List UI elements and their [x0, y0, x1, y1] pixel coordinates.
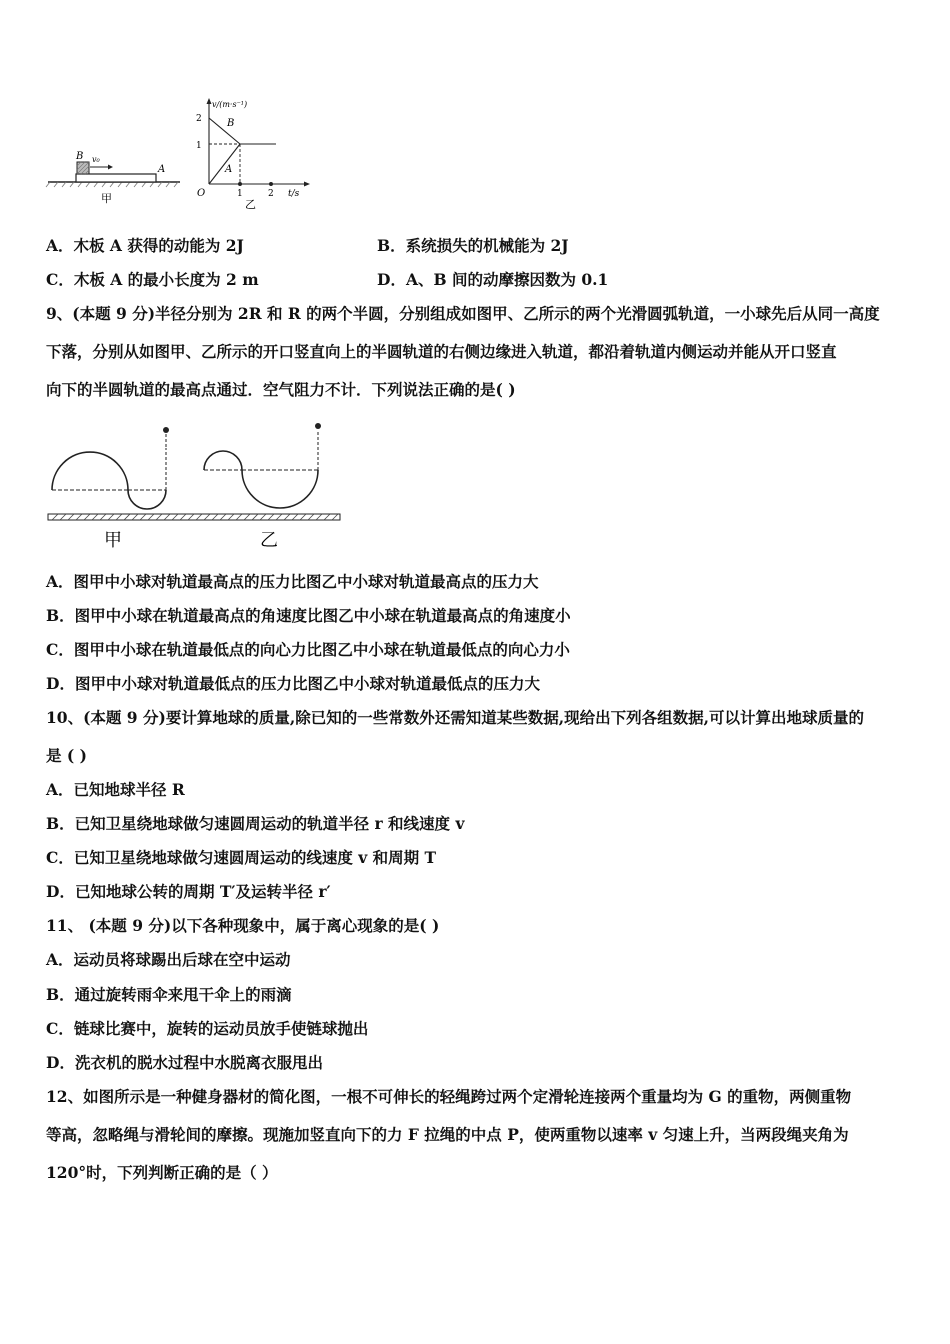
q12-stem-line2: 等高，忽略绳与滑轮间的摩擦。现施加竖直向下的力 F 拉绳的中点 P，使两重物以速率 v 匀速上升，当两段绳夹角为: [46, 1125, 849, 1144]
tick-x-1: 1: [237, 189, 243, 199]
block-b-label: B: [76, 151, 84, 162]
q11-option-c[interactable]: C．链球比赛中，旋转的运动员放手使链球抛出: [46, 1019, 369, 1038]
q9-option-a[interactable]: A．图甲中小球对轨道最高点的压力比图乙中小球对轨道最高点的压力大: [46, 572, 539, 591]
q12-stem-line1: 12、如图所示是一种健身器材的简化图，一根不可伸长的轻绳跨过两个定滑轮连接两个重量均为 G 的重物，两侧重物: [46, 1087, 852, 1106]
vt-graph: [196, 98, 310, 211]
x-axis-label: t/s: [288, 189, 300, 199]
q10-stem-line2: 是 ( ): [46, 746, 87, 765]
board-a-label: A: [158, 164, 166, 175]
q8-figure: [44, 96, 314, 214]
v0-label: v₀: [92, 155, 100, 164]
board-a: [76, 174, 156, 182]
q8-option-c[interactable]: C．木板 A 的最小长度为 2 m: [46, 270, 259, 289]
caption-jia: 甲: [101, 192, 112, 205]
track-yi: [204, 432, 318, 508]
q11-option-d[interactable]: D．洗衣机的脱水过程中水脱离衣服甩出: [46, 1053, 323, 1072]
origin-label: O: [197, 188, 206, 199]
q10-option-d[interactable]: D．已知地球公转的周期 T′及运转半径 r′: [46, 882, 331, 901]
line-b: [209, 118, 240, 144]
q9-option-d[interactable]: D．图甲中小球对轨道最低点的压力比图乙中小球对轨道最低点的压力大: [46, 674, 540, 693]
ball-jia: [163, 427, 169, 433]
q9-stem-line2: 下落，分别从如图甲、乙所示的开口竖直向上的半圆轨道的右侧边缘进入轨道，都沿着轨道内侧运动并能从开口竖直: [46, 342, 837, 361]
q9-figure: [44, 418, 344, 556]
q9-stem-line1: 9、(本题 9 分)半径分别为 2R 和 R 的两个半圆，分别组成如图甲、乙所示的两个光滑圆弧轨道，一小球先后从同一高度: [46, 304, 880, 323]
q10-option-a[interactable]: A．已知地球半径 R: [46, 780, 185, 799]
q9-option-c[interactable]: C．图甲中小球在轨道最低点的向心力比图乙中小球在轨道最低点的向心力小: [46, 640, 570, 659]
q9-caption-yi: 乙: [260, 530, 278, 551]
q10-option-c[interactable]: C．已知卫星绕地球做匀速圆周运动的线速度 v 和周期 T: [46, 848, 437, 867]
q9-caption-jia: 甲: [104, 530, 122, 551]
caption-yi: 乙: [245, 198, 256, 211]
y-axis-label: v/(m·s⁻¹): [212, 100, 248, 109]
line-a-label: A: [225, 164, 233, 175]
track-jia: [52, 448, 166, 509]
figure-jia: [46, 151, 180, 205]
q11-option-b[interactable]: B．通过旋转雨伞来甩干伞上的雨滴: [46, 985, 292, 1004]
line-b-label: B: [227, 118, 235, 129]
tick-y-1: 1: [196, 141, 202, 151]
q10-option-b[interactable]: B．已知卫星绕地球做匀速圆周运动的轨道半径 r 和线速度 v: [46, 814, 465, 833]
ball-yi: [315, 423, 321, 429]
q8-option-a[interactable]: A．木板 A 获得的动能为 2J: [46, 236, 244, 255]
q9-stem-line3: 向下的半圆轨道的最高点通过．空气阻力不计．下列说法正确的是( ): [46, 380, 516, 399]
q12-stem-line3: 120°时，下列判断正确的是（ ）: [46, 1163, 278, 1182]
q9-option-b[interactable]: B．图甲中小球在轨道最高点的角速度比图乙中小球在轨道最高点的角速度小: [46, 606, 571, 625]
tick-x-2: 2: [268, 189, 274, 199]
q8-option-b[interactable]: B．系统损失的机械能为 2J: [377, 236, 569, 255]
q10-stem-line1: 10、(本题 9 分)要计算地球的质量,除已知的一些常数外还需知道某些数据,现给出下列各组数据,可以计算出地球质量的: [46, 708, 865, 727]
tick-y-2: 2: [196, 114, 202, 124]
q8-option-d[interactable]: D．A、B 间的动摩擦因数为 0.1: [377, 270, 609, 289]
q11-option-a[interactable]: A．运动员将球踢出后球在空中运动: [46, 950, 291, 969]
q11-stem: 11、 (本题 9 分)以下各种现象中，属于离心现象的是( ): [46, 916, 440, 935]
